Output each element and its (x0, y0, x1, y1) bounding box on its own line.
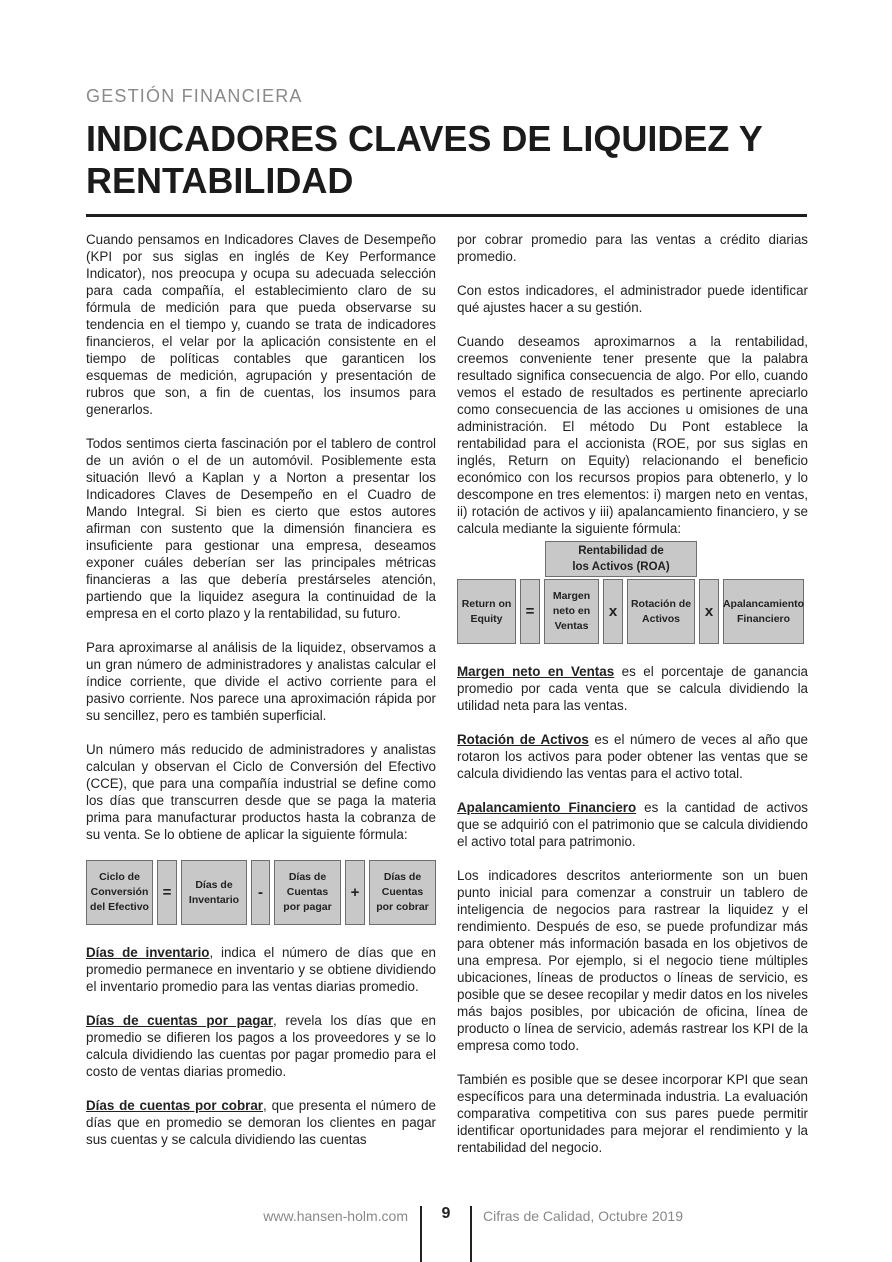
cce-formula (86, 860, 436, 925)
definition-dias-inventario (86, 944, 436, 995)
definition-text: , que presenta el número de días que en promedio se demoran los clientes en pagar sus cuentas y se calcula dividiendo las cuentas (86, 1098, 436, 1147)
term-margen-neto: Margen neto en Ventas (457, 664, 615, 679)
right-column (457, 231, 808, 1173)
formula-box-margen-neto: Margen neto en Ventas (544, 579, 599, 644)
paragraph: Todos sentimos cierta fascinación por el tablero de control de un avión o el de un automóvil. Posiblemente esta situación llevó a Kaplan y a Norton a presentar los Indicadores Claves de Desempeño en el Cuadro de Mando Integral. Si bien es cierto que estos autores afirman con sustento que la dimensión financiera es insuficiente para gestionar una empresa, deseamos exponer cuáles deberían ser las principales métricas financieras a las que debería prestárseles atención, partiendo que la liquidez asegura la continuidad de la empresa en el corto plazo y la rentabilidad, su futuro. (86, 436, 436, 621)
term-dias-inventario: Días de inventario (86, 945, 210, 960)
left-column (86, 231, 436, 1165)
definition-text: es el porcentaje de ganancia promedio por cada venta que se calcula dividiendo la utilidad neta para las ventas. (457, 664, 808, 713)
paragraph: Un número más reducido de administradores y analistas calculan y observan el Ciclo de Conversión del Efectivo (CCE), que para una compañía industrial se define como los días que transcurren desde que se paga la materia prima para manufacturar productos hasta la cobranza de su venta. Se lo obtiene de aplicar la siguiente fórmula: (86, 742, 436, 842)
paragraph: También es posible que se desee incorporar KPI que sean específicos para una determinada industria. La evaluación comparativa competitiva con sus pares puede permitir identificar oportunidades para mejorar el rendimiento y la rentabilidad del negocio. (457, 1072, 808, 1155)
paragraph: Con estos indicadores, el administrador puede identificar qué ajustes hacer a su gestión. (457, 283, 808, 315)
formula-box-rotacion-activos: Rotación de Activos (627, 579, 695, 644)
definition-rotacion-activos (457, 731, 808, 782)
roa-header-box: Rentabilidad de los Activos (ROA) (545, 541, 697, 577)
roe-formula (457, 579, 808, 644)
formula-box-dias-cuentas-pagar: Días de Cuentas por pagar (274, 860, 341, 925)
paragraph: Para aproximarse al análisis de la liquidez, observamos a un gran número de administradores y analistas calcular el índice corriente, que divide el activo corriente para el pasivo corriente. Nos parece una aproximación rápida por su sencillez, pero es también superficial. (86, 640, 436, 723)
paragraph: Cuando pensamos en Indicadores Claves de Desempeño (KPI por sus siglas en inglés de Key Performance Indicator), nos preocupa y ocupa su adecuada selección para cada compañía, el establecimiento claro de su fórmula de medición para que pueda observarse su tendencia en el tiempo y, cuando se trata de indicadores financieros, el velar por la aplicación consistente en el tiempo de políticas contables que garanticen los esquemas de medición, agrupación y presentación de rubros que son, a fin de cuentas, los insumos para generarlos. (86, 232, 436, 417)
definition-apalancamiento (457, 799, 808, 850)
formula-box-dias-inventario: Días de Inventario (181, 860, 247, 925)
definition-text: es la cantidad de activos que se adquirió con el patrimonio que se calcula dividiendo el activo total para patrimonio. (457, 800, 808, 849)
definition-text: , indica el número de días que en promedio permanece en inventario y se obtiene dividiendo el inventario promedio para las ventas diarias promedio. (86, 945, 436, 994)
section-kicker: GESTIÓN FINANCIERA (86, 86, 303, 106)
page-title: INDICADORES CLAVES DE LIQUIDEZ Y RENTABILIDAD (86, 118, 763, 201)
paragraph: Los indicadores descritos anteriormente son un buen punto inicial para comenzar a construir un tablero de inteligencia de negocios para rastrear la liquidez y el rendimiento. Después de eso, se puede profundizar más para obtener más información basada en los objetivos de una empresa. Por ejemplo, si el negocio tiene múltiples ubicaciones, líneas de productos o líneas de servicio, es posible que se desee recopilar y medir datos en los niveles más bajos posibles, por ubicación de oficina, línea de producto o línea de servicio, además rastrear los KPI de la empresa como todo. (457, 868, 808, 1053)
paragraph: Cuando deseamos aproximarnos a la rentabilidad, creemos conveniente tener presente que la palabra resultado significa consecuencia de algo. Por ello, cuando vemos el estado de resultados es pertinente apreciarlo como consecuencia de las acciones u omisiones de una administración. El método Du Pont establece la rentabilidad para el accionista (ROE, por sus siglas en inglés, Return on Equity) relacionando el beneficio económico con los recursos propios para obtenerlo, y lo descompone en tres elementos: i) margen neto en ventas, ii) rotación de activos y iii) apalancamiento financiero, y se calcula mediante la siguiente fórmula: (457, 334, 808, 536)
term-rotacion-activos: Rotación de Activos (457, 732, 589, 747)
formula-operator-minus: - (251, 860, 270, 925)
formula-box-apalancamiento: Apalancamiento Financiero (723, 579, 804, 644)
definition-dias-cuentas-pagar (86, 1012, 436, 1080)
formula-operator-times: x (603, 579, 623, 644)
term-dias-cuentas-cobrar: Días de cuentas por cobrar (86, 1098, 264, 1113)
formula-operator-equals: = (157, 860, 177, 925)
definition-text: , revela los días que en promedio se difieren los pagos a los proveedores y se lo calcula dividiendo las cuentas por pagar promedio para el costo de ventas diarias promedio. (86, 1013, 437, 1079)
formula-operator-equals: = (520, 579, 540, 644)
formula-box-dias-cuentas-cobrar: Días de Cuentas por cobrar (369, 860, 436, 925)
definition-margen-neto (457, 663, 808, 714)
footer-divider-right (470, 1206, 472, 1262)
page-number: 9 (441, 1205, 451, 1222)
term-dias-cuentas-pagar: Días de cuentas por pagar (86, 1013, 274, 1028)
footer-website: www.hansen-holm.com (263, 1208, 408, 1224)
paragraph: por cobrar promedio para las ventas a crédito diarias promedio. (457, 232, 808, 264)
formula-box-cce: Ciclo de Conversión del Efectivo (86, 860, 153, 925)
term-apalancamiento: Apalancamiento Financiero (457, 800, 637, 815)
definition-dias-cuentas-cobrar (86, 1097, 436, 1148)
definition-text: es el número de veces al año que rotaron los activos para poder obtener las ventas que se calcula dividiendo las ventas para el activo total. (457, 732, 808, 781)
formula-operator-times: x (699, 579, 719, 644)
title-rule (86, 214, 807, 217)
formula-operator-plus: + (345, 860, 365, 925)
formula-box-roe: Return on Equity (457, 579, 516, 644)
page-footer (0, 1200, 892, 1262)
footer-publication: Cifras de Calidad, Octubre 2019 (483, 1208, 683, 1224)
